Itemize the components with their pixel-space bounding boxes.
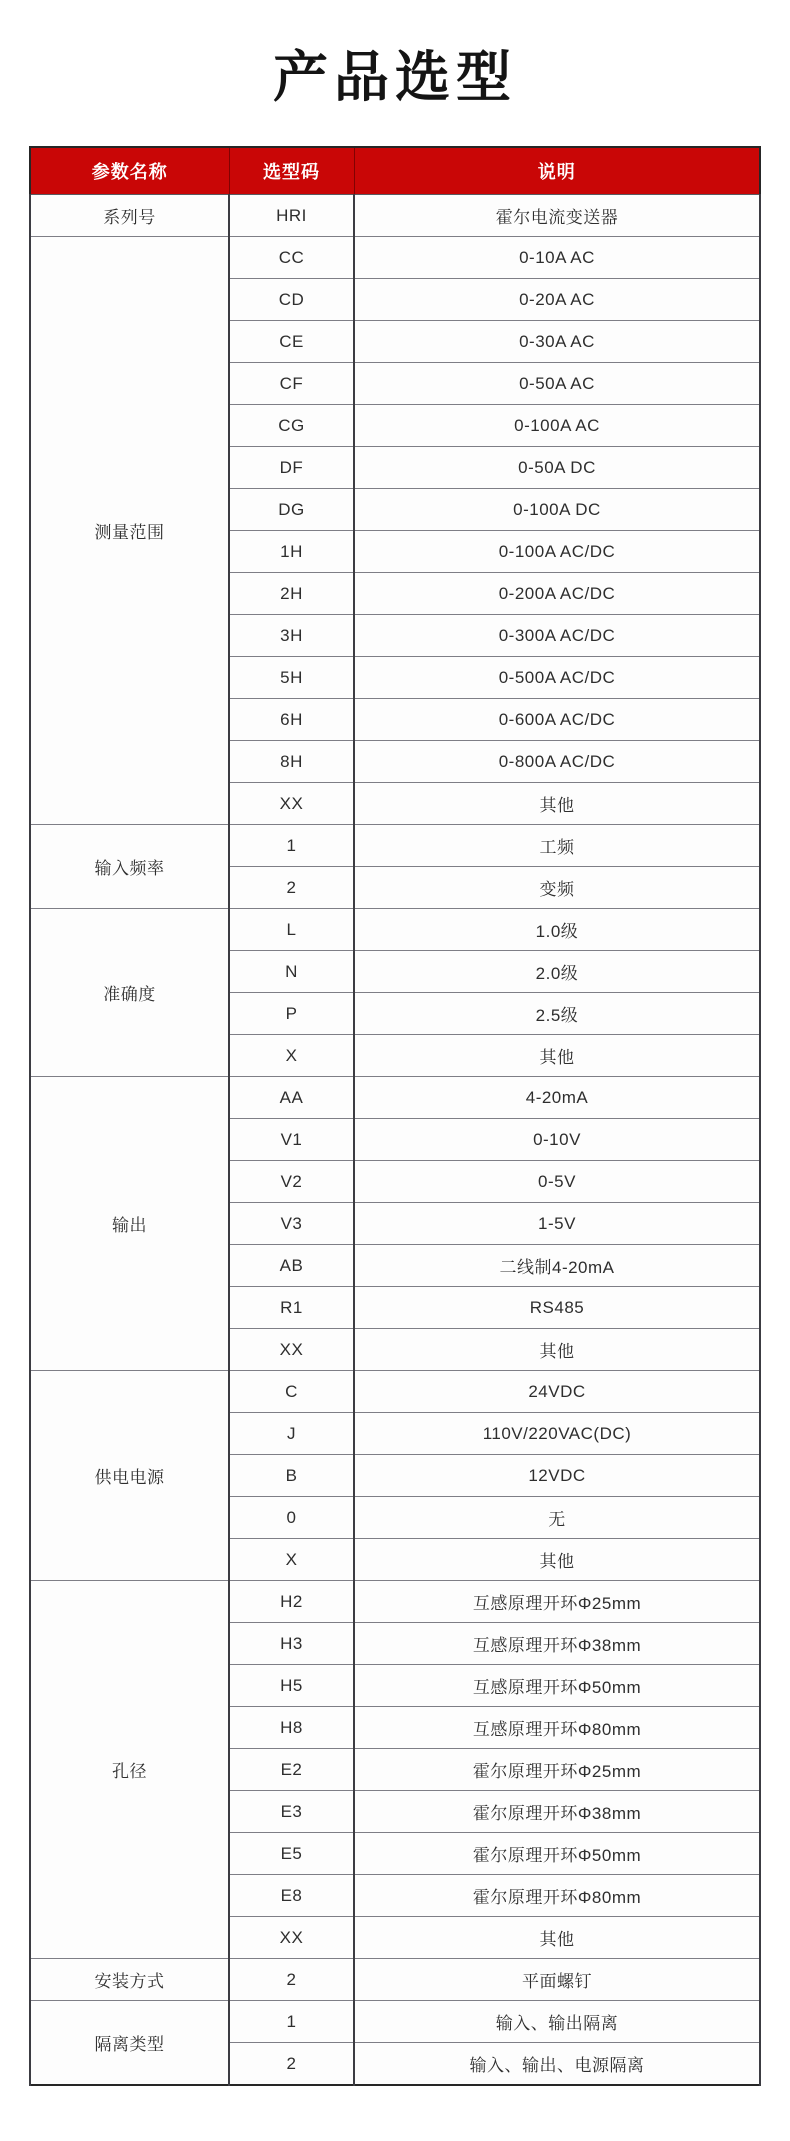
code-cell: R1: [229, 1287, 354, 1329]
code-cell: 3H: [229, 615, 354, 657]
description-cell: 变频: [354, 867, 760, 909]
description-cell: 1.0级: [354, 909, 760, 951]
product-selection-table: [29, 146, 761, 2086]
description-cell: 其他: [354, 1917, 760, 1959]
code-cell: H8: [229, 1707, 354, 1749]
description-cell: 1-5V: [354, 1203, 760, 1245]
description-cell: 霍尔原理开环Φ50mm: [354, 1833, 760, 1875]
description-cell: 0-800A AC/DC: [354, 741, 760, 783]
code-cell: L: [229, 909, 354, 951]
code-cell: X: [229, 1035, 354, 1077]
code-cell: P: [229, 993, 354, 1035]
description-cell: 其他: [354, 783, 760, 825]
description-cell: 0-30A AC: [354, 321, 760, 363]
description-cell: 其他: [354, 1035, 760, 1077]
description-cell: 霍尔原理开环Φ38mm: [354, 1791, 760, 1833]
table-row: [30, 1581, 760, 1623]
description-cell: 12VDC: [354, 1455, 760, 1497]
param-name-cell: 输入频率: [30, 825, 229, 909]
description-cell: 0-50A DC: [354, 447, 760, 489]
code-cell: E2: [229, 1749, 354, 1791]
param-name-cell: 孔径: [30, 1581, 229, 1959]
code-cell: AB: [229, 1245, 354, 1287]
code-cell: 2: [229, 1959, 354, 2001]
header-cell-param-name: 参数名称: [30, 147, 229, 195]
code-cell: 8H: [229, 741, 354, 783]
description-cell: 互感原理开环Φ25mm: [354, 1581, 760, 1623]
table-row: [30, 195, 760, 237]
table-row: [30, 1959, 760, 2001]
code-cell: X: [229, 1539, 354, 1581]
description-cell: 0-10V: [354, 1119, 760, 1161]
description-cell: 0-100A DC: [354, 489, 760, 531]
description-cell: 输入、输出隔离: [354, 2001, 760, 2043]
description-cell: 0-100A AC: [354, 405, 760, 447]
param-name-cell: 系列号: [30, 195, 229, 237]
description-cell: 0-100A AC/DC: [354, 531, 760, 573]
description-cell: 霍尔原理开环Φ80mm: [354, 1875, 760, 1917]
code-cell: HRI: [229, 195, 354, 237]
code-cell: V1: [229, 1119, 354, 1161]
code-cell: CE: [229, 321, 354, 363]
description-cell: 110V/220VAC(DC): [354, 1413, 760, 1455]
table-row: [30, 825, 760, 867]
code-cell: XX: [229, 783, 354, 825]
table-body: [30, 195, 760, 2086]
code-cell: CF: [229, 363, 354, 405]
description-cell: 0-300A AC/DC: [354, 615, 760, 657]
code-cell: AA: [229, 1077, 354, 1119]
param-name-cell: 测量范围: [30, 237, 229, 825]
code-cell: J: [229, 1413, 354, 1455]
description-cell: 互感原理开环Φ50mm: [354, 1665, 760, 1707]
code-cell: B: [229, 1455, 354, 1497]
param-name-cell: 安装方式: [30, 1959, 229, 2001]
description-cell: 互感原理开环Φ38mm: [354, 1623, 760, 1665]
code-cell: 0: [229, 1497, 354, 1539]
description-cell: 2.0级: [354, 951, 760, 993]
description-cell: 24VDC: [354, 1371, 760, 1413]
description-cell: 其他: [354, 1329, 760, 1371]
header-row: [30, 147, 760, 195]
code-cell: E3: [229, 1791, 354, 1833]
code-cell: 2H: [229, 573, 354, 615]
code-cell: N: [229, 951, 354, 993]
param-name-cell: 准确度: [30, 909, 229, 1077]
param-name-cell: 供电电源: [30, 1371, 229, 1581]
code-cell: E8: [229, 1875, 354, 1917]
code-cell: H5: [229, 1665, 354, 1707]
description-cell: 4-20mA: [354, 1077, 760, 1119]
description-cell: 0-20A AC: [354, 279, 760, 321]
description-cell: 无: [354, 1497, 760, 1539]
description-cell: 0-10A AC: [354, 237, 760, 279]
code-cell: 1: [229, 825, 354, 867]
table-header: [30, 147, 760, 195]
description-cell: 其他: [354, 1539, 760, 1581]
code-cell: CC: [229, 237, 354, 279]
code-cell: XX: [229, 1329, 354, 1371]
code-cell: XX: [229, 1917, 354, 1959]
table-row: [30, 909, 760, 951]
table-row: [30, 1077, 760, 1119]
description-cell: 2.5级: [354, 993, 760, 1035]
description-cell: 平面螺钉: [354, 1959, 760, 2001]
code-cell: 1: [229, 2001, 354, 2043]
page: [0, 44, 790, 2141]
code-cell: H2: [229, 1581, 354, 1623]
description-cell: 输入、输出、电源隔离: [354, 2043, 760, 2086]
code-cell: 6H: [229, 699, 354, 741]
description-cell: 0-200A AC/DC: [354, 573, 760, 615]
table-row: [30, 1371, 760, 1413]
code-cell: DF: [229, 447, 354, 489]
table-row: [30, 237, 760, 279]
description-cell: 二线制4-20mA: [354, 1245, 760, 1287]
header-cell-description: 说明: [354, 147, 760, 195]
code-cell: DG: [229, 489, 354, 531]
code-cell: V3: [229, 1203, 354, 1245]
description-cell: 工频: [354, 825, 760, 867]
description-cell: 0-600A AC/DC: [354, 699, 760, 741]
code-cell: 5H: [229, 657, 354, 699]
code-cell: E5: [229, 1833, 354, 1875]
description-cell: 霍尔原理开环Φ25mm: [354, 1749, 760, 1791]
description-cell: 0-500A AC/DC: [354, 657, 760, 699]
code-cell: V2: [229, 1161, 354, 1203]
code-cell: 1H: [229, 531, 354, 573]
code-cell: C: [229, 1371, 354, 1413]
param-name-cell: 输出: [30, 1077, 229, 1371]
header-cell-code: 选型码: [229, 147, 354, 195]
code-cell: CG: [229, 405, 354, 447]
description-cell: 0-50A AC: [354, 363, 760, 405]
code-cell: CD: [229, 279, 354, 321]
description-cell: 霍尔电流变送器: [354, 195, 760, 237]
page-title: 产品选型: [272, 46, 517, 108]
code-cell: 2: [229, 867, 354, 909]
code-cell: 2: [229, 2043, 354, 2086]
description-cell: 互感原理开环Φ80mm: [354, 1707, 760, 1749]
description-cell: RS485: [354, 1287, 760, 1329]
code-cell: H3: [229, 1623, 354, 1665]
table-row: [30, 2001, 760, 2043]
description-cell: 0-5V: [354, 1161, 760, 1203]
param-name-cell: 隔离类型: [30, 2001, 229, 2086]
